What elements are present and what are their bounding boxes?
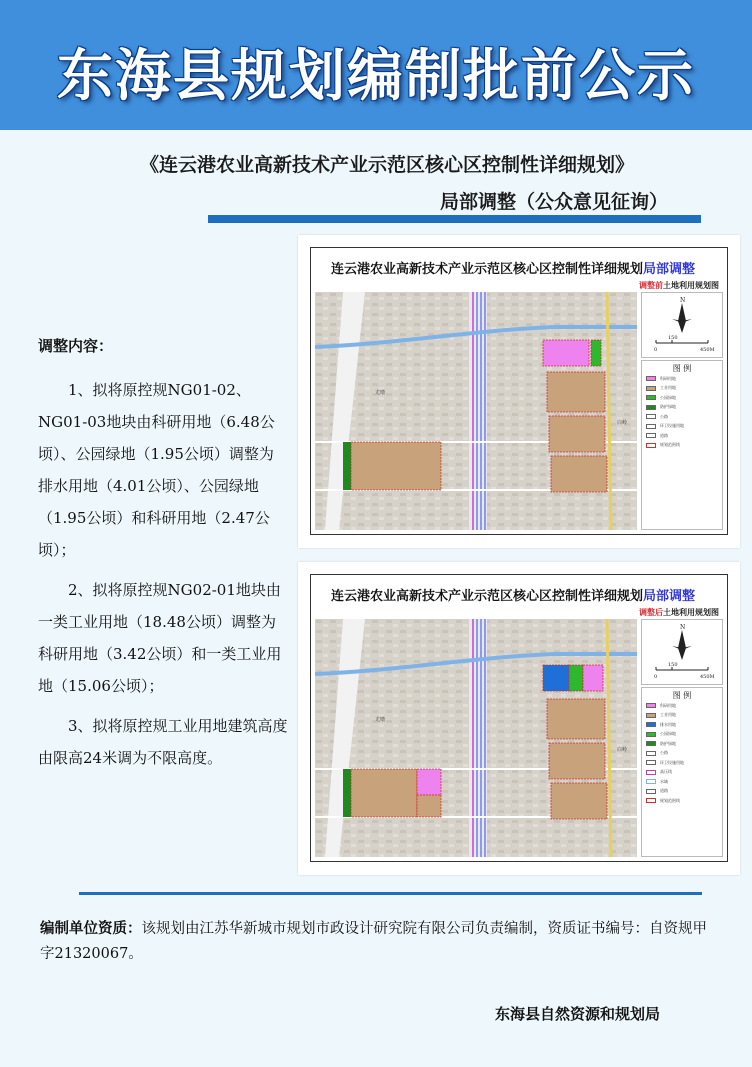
plan-title: 《连云港农业高新技术产业示范区核心区控制性详细规划》 — [140, 154, 635, 176]
qualification-text: 该规划由江苏华新城市规划市政设计研究院有限公司负责编制，资质证书编号：自资规甲字21320067。 — [40, 921, 707, 962]
land-use-map — [315, 292, 637, 530]
legend-swatch — [646, 424, 656, 429]
map-title-highlight: 局部调整 — [643, 589, 696, 604]
village-label: 尤墩 — [375, 390, 386, 396]
legend-swatch — [646, 443, 656, 448]
map-subtitle: 调整前土地利用规划图 — [639, 281, 719, 290]
legend-swatch — [646, 798, 656, 803]
legend-item: 工业用地 — [642, 384, 722, 394]
qualification-label: 编制单位资质： — [40, 920, 142, 937]
map-legend — [641, 687, 723, 857]
map-frame — [310, 247, 728, 535]
legend-swatch — [646, 760, 656, 765]
legend-item: 公园绿地 — [642, 730, 722, 740]
legend-item: 公园绿地 — [642, 393, 722, 403]
legend-item: 工业用地 — [642, 711, 722, 721]
legend-swatch — [646, 751, 656, 756]
legend-item: 科研用地 — [642, 701, 722, 711]
legend-item: 规划范围线 — [642, 796, 722, 806]
page-title: 东海县规划编制批前公示 — [57, 43, 695, 109]
legend-item: 科研用地 — [642, 374, 722, 384]
legend-swatch — [646, 395, 656, 400]
north-arrow-icon — [642, 293, 722, 357]
adjustment-content — [38, 330, 288, 782]
adjustment-item: 3、拟将原控规工业用地建筑高度由限高24米调为不限高度。 — [38, 717, 288, 767]
legend-swatch — [646, 405, 656, 410]
map-after — [298, 562, 740, 875]
legend-item: 环卫设施用地 — [642, 758, 722, 768]
legend-title: 图 例 — [672, 691, 692, 700]
svg-text:450M: 450M — [700, 674, 715, 680]
village-label: 尤墩 — [375, 717, 386, 723]
legend-swatch — [646, 414, 656, 419]
legend-item: 规划范围线 — [642, 441, 722, 451]
legend-swatch — [646, 386, 656, 391]
legend-swatch — [646, 741, 656, 746]
legend-swatch — [646, 703, 656, 708]
road-label: 白岭 — [617, 747, 628, 753]
legend-item: 高压线 — [642, 768, 722, 778]
map-subtitle: 调整后土地利用规划图 — [639, 608, 719, 617]
north-arrow-icon — [642, 620, 722, 684]
legend-item: 排水用地 — [642, 720, 722, 730]
legend-item: 公路 — [642, 412, 722, 422]
legend-swatch — [646, 722, 656, 727]
compass-scale — [641, 619, 723, 685]
header-banner — [0, 0, 752, 130]
svg-text:150: 150 — [668, 335, 678, 341]
land-use-map — [315, 619, 637, 857]
legend-swatch — [646, 770, 656, 775]
legend-swatch — [646, 789, 656, 794]
legend-item: 水域 — [642, 777, 722, 787]
legend-item: 环卫设施用地 — [642, 422, 722, 432]
legend-title: 图 例 — [672, 364, 692, 373]
svg-text:N: N — [680, 297, 686, 304]
compass-scale — [641, 292, 723, 358]
svg-text:0: 0 — [654, 347, 658, 353]
legend-item: 防护绿地 — [642, 403, 722, 413]
legend-swatch — [646, 779, 656, 784]
title-divider — [208, 215, 701, 223]
svg-text:150: 150 — [668, 662, 678, 668]
legend-swatch — [646, 376, 656, 381]
issuing-authority: 东海县自然资源和规划局 — [495, 1005, 661, 1023]
svg-text:450M: 450M — [700, 347, 715, 353]
map-before — [298, 235, 740, 548]
legend-item: 防护绿地 — [642, 739, 722, 749]
map-legend — [641, 360, 723, 530]
adjustment-item: 2、拟将原控规NG02-01地块由一类工业用地（18.48公顷）调整为科研用地（3.42公顷）和一类工业用地（15.06公顷）； — [38, 581, 282, 695]
legend-item: 道路 — [642, 431, 722, 441]
compiler-qualification — [40, 916, 720, 967]
road-label: 白岭 — [617, 420, 628, 426]
map-title-highlight: 局部调整 — [643, 262, 696, 277]
svg-text:0: 0 — [654, 674, 658, 680]
map-title: 连云港农业高新技术产业示范区核心区控制性详细规划局部调整 — [331, 262, 696, 277]
map-title: 连云港农业高新技术产业示范区核心区控制性详细规划局部调整 — [331, 589, 696, 604]
plan-subtitle: 局部调整（公众意见征询） — [440, 191, 669, 213]
legend-swatch — [646, 713, 656, 718]
svg-text:N: N — [680, 624, 686, 631]
legend-item: 道路 — [642, 787, 722, 797]
legend-swatch — [646, 732, 656, 737]
legend-swatch — [646, 433, 656, 438]
adjustment-item: 1、拟将原控规NG01-02、NG01-03地块由科研用地（6.48公顷）、公园绿地（1.95公顷）调整为排水用地（4.01公顷）、公园绿地（1.95公顷）和科研用地（2.47公顷）； — [38, 381, 275, 559]
adjustment-heading: 调整内容： — [38, 337, 114, 355]
legend-item: 公路 — [642, 749, 722, 759]
map-frame — [310, 574, 728, 862]
footer-divider — [79, 892, 702, 895]
